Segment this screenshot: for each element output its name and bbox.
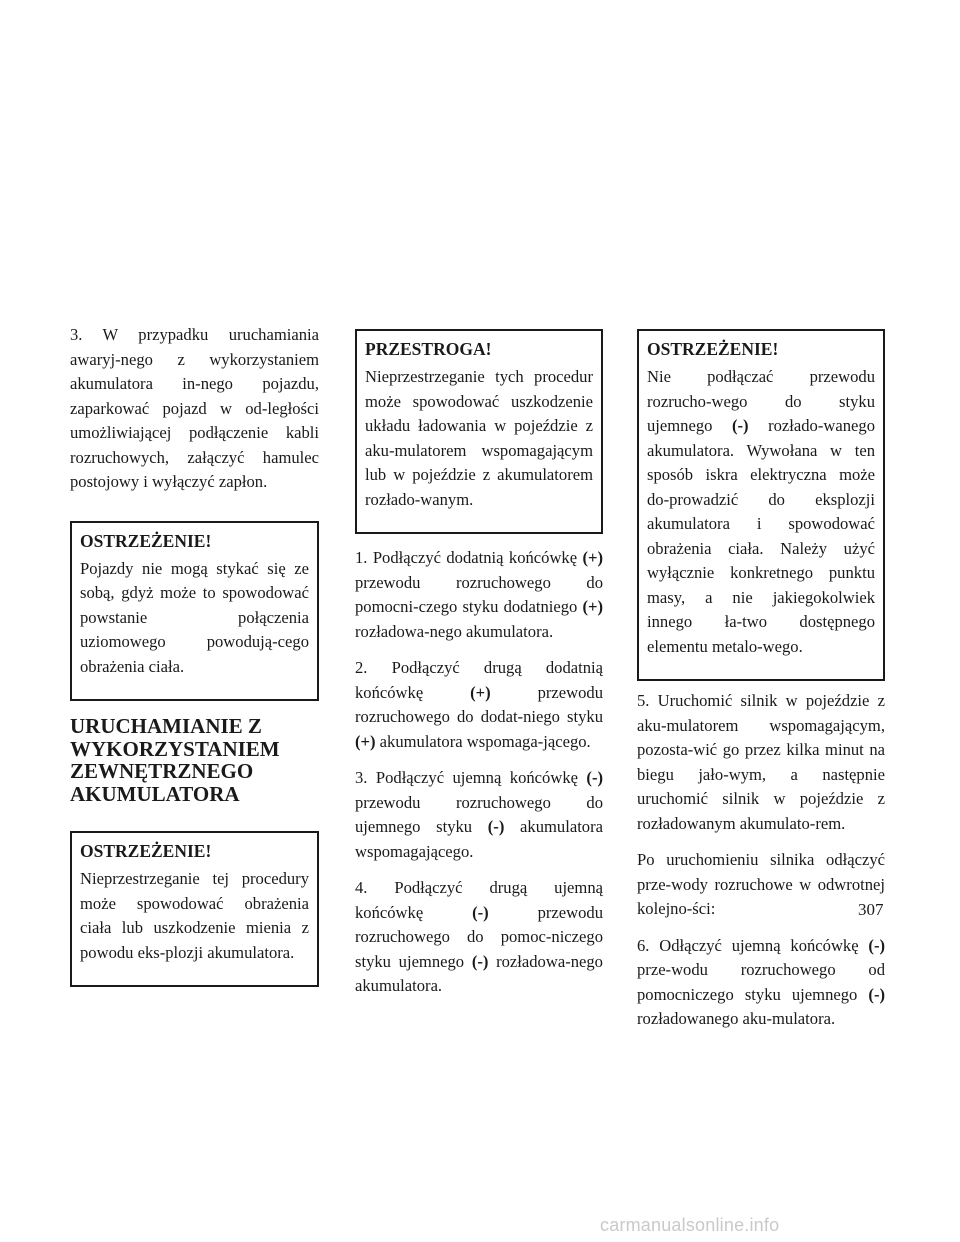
warning-body [647,365,875,659]
warning-box-vehicles [70,521,319,702]
polarity-symbol: (+) [582,597,603,616]
polarity-symbol: (-) [868,935,885,955]
warning-title: OSTRZEŻENIE! [80,530,212,551]
polarity-symbol: (-) [731,416,749,435]
warning-text: Nie podłączać przewodu rozrucho-wego do styku ujemnego [647,367,875,435]
polarity-symbol: (-) [586,768,603,787]
watermark: carmanualsonline.info [600,1215,780,1235]
step-text: przewodu rozruchowego do ujemnego styku [355,792,603,836]
caution-title: PRZESTROGA! [365,339,492,359]
column-left [70,323,319,995]
step-text: 6. Odłączyć ujemną końcówkę [637,935,869,955]
step-4 [355,876,603,999]
step-text: 1. Podłączyć dodatnią końcówkę [355,548,583,567]
step-text: 2. Podłączyć drugą dodatnią końcówkę [355,658,603,702]
column-right [637,329,885,1044]
after-start-paragraph: Po uruchomieniu silnika odłączyć prze-wody rozruchowe w odwrotnej kolejno-ści: [637,850,885,918]
warning-text: rozłado-wanego akumulatora. Wywołana w ten sposób iskra elektryczna może do-prowadzić do eksplozji akumulatora i spowodować obrażenia ciała. Należy użyć wyłącznie konkretnego punktu masy, a nie jakiegokolwiek innego ła-two dostępnego elementu metalo-wego. [647,416,875,656]
step-text: prze-wodu rozruchowego od pomocniczego styku ujemnego [637,960,885,1004]
step-text: przewodu rozruchowego do dodat-niego styku [355,682,603,726]
caution-body: Nieprzestrzeganie tych procedur może spowodować uszkodzenie układu ładowania w pojeździe z aku-mulatorem wspomagającym lub w pojeździe z akumulatorem rozłado-wanym. [365,367,593,509]
step-1 [355,546,603,644]
step-text: przewodu rozruchowego do pomocni-czego styku dodatniego [355,572,603,616]
step-text: rozładowa-nego akumulatora. [355,621,554,641]
warning-box-procedure [70,831,319,987]
polarity-symbol: (-) [868,984,885,1004]
step-text: rozładowanego aku-mulatora. [637,1009,836,1028]
step-text: akumulatora wspomagającego. [355,817,603,861]
step-text: przewodu rozruchowego do pomoc-niczego styku ujemnego [355,902,603,971]
step-6 [637,934,885,1032]
polarity-symbol: (+) [470,682,491,702]
polarity-symbol: (+) [582,548,603,567]
warning-body: Pojazdy nie mogą stykać się ze sobą, gdyż może to spowodować powstanie połączenia uziomowego powodują-cego obrażenia ciała. [80,558,309,676]
warning-title: OSTRZEŻENIE! [647,339,779,359]
warning-box-spark [637,329,885,681]
step-text: rozładowa-nego akumulatora. [355,951,603,995]
step-text: 3. Podłączyć ujemną końcówkę [355,768,587,787]
warning-title: OSTRZEŻENIE! [80,841,212,861]
step-text: 4. Podłączyć drugą ujemną końcówkę [355,878,603,922]
page-number: 307 [858,900,884,919]
polarity-symbol: (+) [355,731,376,751]
polarity-symbol: (-) [487,817,505,836]
step-5: 5. Uruchomić silnik w pojeździe z aku-mulatorem wspomagającym, pozosta-wić go przez kilka minut na biegu jało-wym, a następnie uruchomić silnik w pojeździe z rozładowanym akumulato-rem. [637,691,885,833]
step-2 [355,656,603,754]
polarity-symbol: (-) [472,902,489,922]
intro-paragraph: 3. W przypadku uruchamiania awaryj-nego z wykorzystaniem akumulatora in-nego pojazdu, zaparkować pojazd w od-ległości umożliwiającej podłączenie kabli rozruchowych, załączyć hamulec postojowy i wyłączyć zapłon. [70,325,319,491]
section-heading: URUCHAMIANIE Z WYKORZYSTANIEM ZEWNĘTRZNEGO AKUMULATORA [70,714,280,806]
caution-box [355,329,603,534]
column-middle [355,329,603,1011]
step-text: akumulatora wspomaga-jącego. [375,731,591,751]
polarity-symbol: (-) [471,951,489,971]
warning-body: Nieprzestrzeganie tej procedury może spowodować obrażenia ciała lub uszkodzenie mienia z powodu eks-plozji akumulatora. [80,869,309,962]
step-3 [355,766,603,864]
